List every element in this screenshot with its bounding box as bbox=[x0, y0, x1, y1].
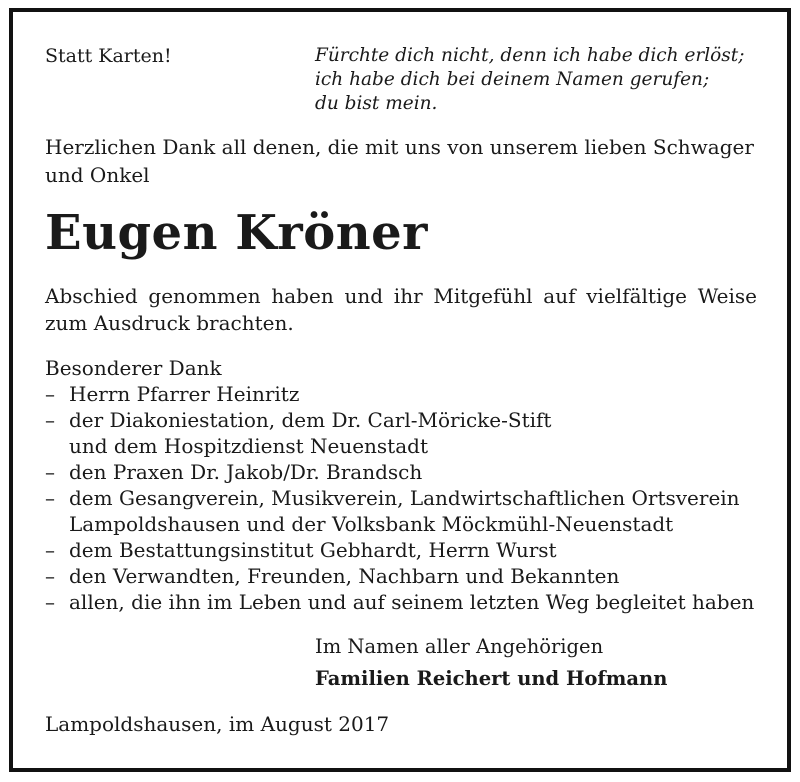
farewell-text: Abschied genommen haben und ihr Mitgefühl auf vielfältige Weise zum Ausdruck brachten. bbox=[45, 284, 757, 335]
list-item-line: den Verwandten, Freunden, Nachbarn und Bekannten bbox=[69, 564, 620, 588]
verse-line: ich habe dich bei deinem Namen gerufen; bbox=[315, 69, 710, 90]
list-item bbox=[45, 537, 765, 563]
deceased-name: Eugen Kröner bbox=[45, 205, 428, 261]
list-item-line: Lampoldshausen und der Volksbank Möckmühl-Neuenstadt bbox=[69, 512, 674, 536]
dash-bullet: – bbox=[45, 564, 55, 588]
list-item bbox=[45, 589, 765, 615]
dash-bullet: – bbox=[45, 382, 55, 406]
list-item-line: dem Bestattungsinstitut Gebhardt, Herrn Wurst bbox=[69, 538, 557, 562]
list-item-line: und dem Hospitzdienst Neuenstadt bbox=[69, 434, 428, 458]
verse-line: du bist mein. bbox=[315, 93, 438, 114]
list-item bbox=[45, 459, 765, 485]
dash-bullet: – bbox=[45, 460, 55, 484]
signoff-line: Im Namen aller Angehörigen bbox=[315, 635, 604, 658]
special-thanks-heading: Besonderer Dank bbox=[45, 356, 222, 380]
families-signature: Familien Reichert und Hofmann bbox=[315, 667, 668, 690]
place-date: Lampoldshausen, im August 2017 bbox=[45, 712, 390, 736]
dash-bullet: – bbox=[45, 538, 55, 562]
list-item-line: der Diakoniestation, dem Dr. Carl-Möricke-Stift bbox=[69, 408, 552, 432]
list-item-line: den Praxen Dr. Jakob/Dr. Brandsch bbox=[69, 460, 423, 484]
list-item bbox=[45, 485, 765, 537]
statt-karten-label: Statt Karten! bbox=[45, 45, 172, 67]
list-item-line: allen, die ihn im Leben und auf seinem letzten Weg begleitet haben bbox=[69, 590, 755, 614]
list-item bbox=[45, 407, 765, 459]
list-item bbox=[45, 563, 765, 589]
dash-bullet: – bbox=[45, 486, 55, 510]
thanks-list bbox=[45, 381, 765, 615]
bible-verse bbox=[315, 44, 744, 116]
dash-bullet: – bbox=[45, 408, 55, 432]
list-item-line: dem Gesangverein, Musikverein, Landwirtschaftlichen Ortsverein bbox=[69, 486, 740, 510]
intro-text: Herzlichen Dank all denen, die mit uns von unserem lieben Schwager und Onkel bbox=[45, 135, 754, 187]
dash-bullet: – bbox=[45, 590, 55, 614]
list-item-line: Herrn Pfarrer Heinritz bbox=[69, 382, 300, 406]
verse-line: Fürchte dich nicht, denn ich habe dich erlöst; bbox=[315, 45, 745, 66]
list-item bbox=[45, 381, 765, 407]
